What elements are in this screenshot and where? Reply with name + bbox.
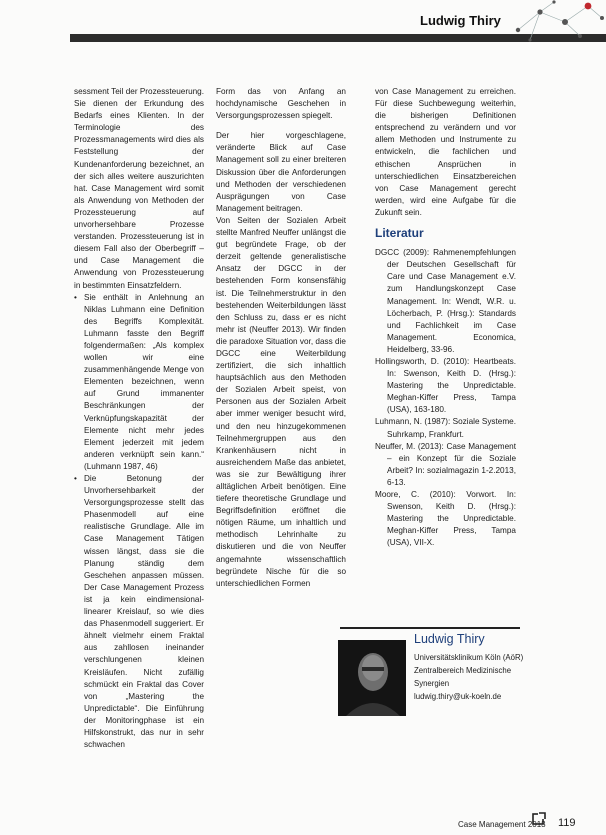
text-column-3	[375, 86, 516, 549]
bio-email: ludwig.thiry@uk-koeln.de	[414, 692, 502, 701]
network-decoration-icon	[510, 0, 606, 44]
reference-entry: Luhmann, N. (1987): Soziale Systeme. Suhrkamp, Frankfurt.	[375, 417, 516, 439]
page-header	[0, 0, 606, 44]
paragraph: Von Seiten der Sozialen Arbeit stellte Manfred Neuffer unlängst die gut begründete Frage, ob der derzeit geltende generalistische Ansatz der DGCC in der bestehenden Form konsensfähig ist. Die Teilnehmerstruktur in den bestehenden Weiterbildungen lässt den Schluss zu, dass er es nicht mehr ist (Neuffer 2013). Wir finden die paradoxe Situation vor, dass die DGCC eine Weiterbildung zertifiziert, die sich inhaltlich hauptsächlich aus den Methoden der Sozialen Arbeit speist, von Personen aus der Sozialen Arbeit aber immer weniger besucht wird, und den neu hinzugekommenen Teilnehmergruppen aus den Krankenhäusern nicht in ausreichendem Maße das anbietet, was sie zur Bewältigung ihrer alltäglichen Arbeit benötigen. Eine tiefere theoretische Grundlage und Begriffsdefinition eröffnet die nötigen Räume, um inhaltlich und methodisch Lehrinhalte zu diskutieren und die von Neuffer angemahnte wissenschaftlich begründete Nische für die so unterschiedlichen Formen	[216, 215, 346, 588]
literature-heading: Literatur	[375, 226, 424, 241]
bullet-icon: •	[74, 474, 77, 483]
reference-entry: Moore, C. (2010): Vorwort. In: Swenson, Keith D. (Hrsg.): Mastering the Unpredictable. Meghan-Kiffer Press, Tampa (USA), VII-X.	[375, 490, 516, 548]
bio-line: Synergien	[414, 679, 450, 688]
footer-journal: Case Management 2013	[458, 820, 546, 829]
journal-logo-icon	[532, 812, 546, 826]
reference-entry: DGCC (2009): Rahmenempfehlungen der Deutschen Gesellschaft für Care und Case Management e.V. zum Handlungskonzept Case Management. In: Wendt, W.R. u. Löcherbach, P. (Hrsg.): Standards und Fachlichkeit im Case Management. Economica, Heidelberg, 33-96.	[375, 248, 516, 354]
bullet-item	[74, 292, 204, 473]
author-photo	[338, 640, 406, 716]
text-column-2	[216, 86, 346, 590]
reference-entry: Neuffer, M. (2013): Case Management – ein Konzept für die Soziale Arbeit? In: sozialmagazin 1-2.2013, 6-13.	[375, 441, 516, 487]
bullet-icon: •	[74, 292, 77, 302]
page-number: 119	[558, 817, 576, 829]
paragraph: Der hier vorgeschlagene, veränderte Blick auf Case Management soll zu einer breiteren Diskussion über die Anforderungen und Methoden der verschiedenen Ausprägungen von Case Management beitragen.	[216, 131, 346, 213]
bio-author-name: Ludwig Thiry	[414, 632, 485, 646]
bio-affiliation	[414, 651, 523, 703]
bullet-item	[74, 473, 204, 751]
paragraph: sessment Teil der Prozessteuerung. Sie dienen der Erkundung des Bedarfs eines Klienten. In der Terminologie des Prozessmanagements wird dies als Feststellung der Kundenanforderung bezeichnet, an der sich alles weitere auszurichten hat. Case Management wird somit als Anwendung von Methoden der Prozessteuerung auf unvorhersehbare Prozesse verstanden. Prozessteuerung ist in diesem Fall also der Oberbegriff – und Case Management die Anwendung von Prozessteuerung in bestimmten Einsatzfeldern.	[74, 87, 205, 290]
bullet-text: Sie enthält in Anlehnung an Niklas Luhmann eine Definition des Begriffs Komplexität. Luhmann fasste den Begriff folgendermaßen: „Als komplex wollen wir eine zusammenhängende Menge von Elementen bezeichnen, wenn auf Grund immanenter Beschränkungen der Verknüpfungskapazität der Elemente nicht mehr jedes Element jederzeit mit jedem anderen verknüpft sein kann.“ (Luhmann 1987, 46)	[84, 292, 204, 471]
bio-line: Universitätsklinikum Köln (AöR)	[414, 653, 524, 662]
paragraph: Form das von Anfang an hochdynamische Geschehen in Versorgungsprozessen spiegelt.	[216, 87, 346, 121]
reference-entry: Hollingsworth, D. (2010): Heartbeats. In: Swenson, Keith D. (Hrsg.): Mastering the Unpredictable. Meghan-Kiffer Press, Tampa (USA), 163-180.	[375, 356, 516, 415]
bio-line: Zentralbereich Medizinische	[414, 666, 512, 675]
header-author: Ludwig Thiry	[420, 13, 501, 28]
bullet-text: Die Betonung der Unvorhersehbarkeit der Versorgungsprozesse stellt das Phasenmodell auf eine realistische Grundlage. Alle im Case Management Tätigen wissen längst, dass sie die Planung ständig dem Geschehen anpassen müssen. Der Case Management Prozess ist ja kein eindimensional-linearer Kreislauf, so wie dies das Phasenmodell suggeriert. Er ähnelt vielmehr einem Fraktal aus zahllosen ineinander verschlungenen kleinen Kreisläufen. Nicht zufällig schmückt ein Fraktal das Cover von „Mastering the Unpredictable“. Die Einführung der Monitoringphase ist ein Hilfskonstrukt, das nur in sehr schwachen	[84, 474, 204, 750]
text-column-1	[74, 86, 204, 751]
bio-rule	[340, 627, 520, 629]
paragraph: von Case Management zu erreichen. Für diese Suchbewegung weiterhin, die bisherigen Definitionen entsprechend zu verändern und vor allem Methoden und Instrumente zu entwickeln, die fachlichen und ethischen Ansprüchen in unterschiedlichen Einsatzbereichen von Case Management gerecht werden, wird eine Aufgabe für die Zukunft sein.	[375, 87, 516, 217]
